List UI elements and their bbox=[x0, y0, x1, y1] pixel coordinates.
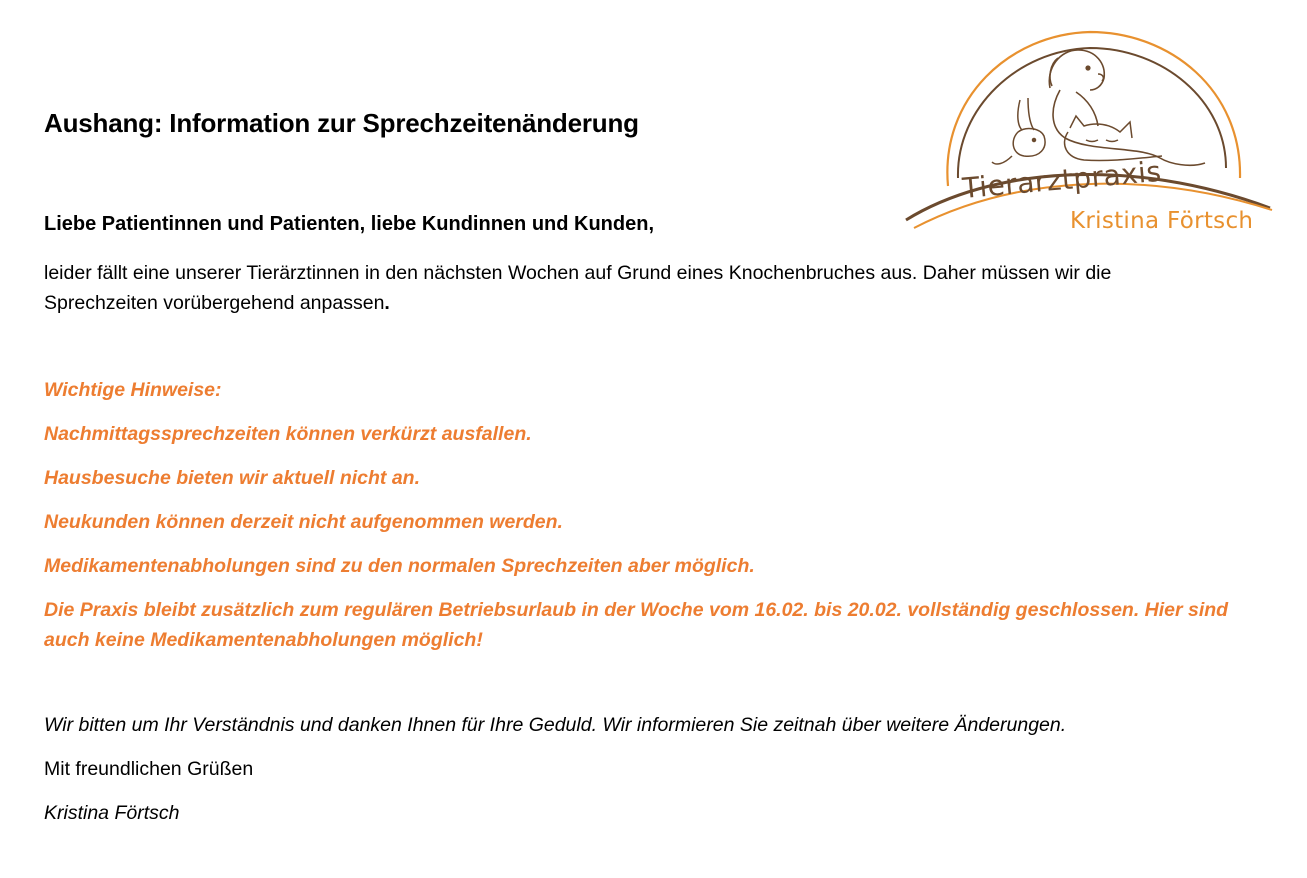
important-notes bbox=[44, 375, 1244, 669]
logo-subtitle: Kristina Förtsch bbox=[1070, 208, 1254, 234]
intro-paragraph bbox=[44, 258, 1224, 318]
signature-text: Kristina Förtsch bbox=[44, 802, 180, 824]
note-item: Die Praxis bleibt zusätzlich zum regulären Betriebsurlaub in der Woche vom 16.02. bis 20.02. vollständig geschlossen. Hier sind auch keine Medikamentenabholungen möglich! bbox=[44, 599, 1229, 651]
note-item: Hausbesuche bieten wir aktuell nicht an. bbox=[44, 467, 421, 489]
closing-text: Wir bitten um Ihr Verständnis und danken Ihnen für Ihre Geduld. Wir informieren Sie zeitnah über weitere Änderungen. bbox=[44, 714, 1067, 736]
rabbit-icon bbox=[992, 98, 1045, 164]
greeting: Liebe Patientinnen und Patienten, liebe Kundinnen und Kunden, bbox=[44, 213, 655, 235]
intro-text: leider fällt eine unserer Tierärztinnen in den nächsten Wochen auf Grund eines Knochenbruches aus. Daher müssen wir die Sprechzeiten vorübergehend anpassen bbox=[44, 262, 1112, 314]
note-item: Medikamentenabholungen sind zu den normalen Sprechzeiten aber möglich. bbox=[44, 555, 755, 577]
intro-period: . bbox=[384, 292, 390, 314]
note-item: Neukunden können derzeit nicht aufgenommen werden. bbox=[44, 511, 563, 533]
note-item: Nachmittagssprechzeiten können verkürzt ausfallen. bbox=[44, 423, 532, 445]
logo-title: Tierarztpraxis bbox=[961, 154, 1163, 205]
logo-brown-arc bbox=[958, 48, 1226, 178]
notes-heading: Wichtige Hinweise: bbox=[44, 379, 222, 401]
dog-icon bbox=[1049, 50, 1205, 165]
page-title: Aushang: Information zur Sprechzeitenänderung bbox=[44, 108, 639, 138]
regards-text: Mit freundlichen Grüßen bbox=[44, 758, 254, 780]
